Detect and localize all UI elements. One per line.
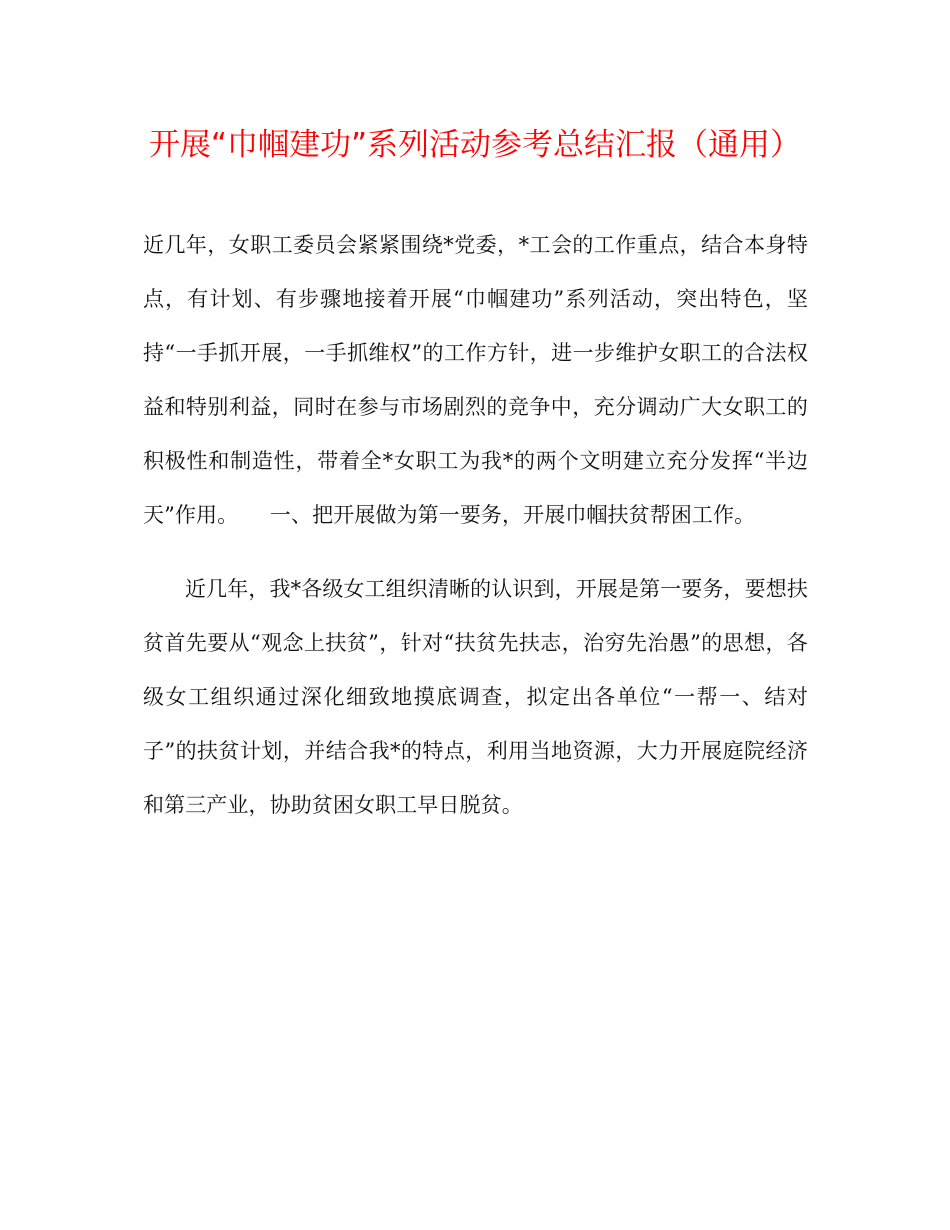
document-title: 开展“巾帼建功”系列活动参考总结汇报（通用） [148, 127, 802, 163]
document-body [143, 218, 808, 832]
body-paragraph-1: 近几年，女职工委员会紧紧围绕*党委，*工会的工作重点，结合本身特点，有计划、有步骤地接着开展“巾帼建功”系列活动，突出特色，坚持“一手抓开展，一手抓维权”的工作方针，进一步维护女职工的合法权益和特别利益，同时在参与市场剧烈的竞争中，充分调动广大女职工的积极性和制造性，带着全*女职工为我*的两个文明建立充分发挥“半边天”作用。 一、把开展做为第一要务，开展巾帼扶贫帮困工作。 [143, 233, 808, 527]
body-paragraph-2: 近几年，我*各级女工组织清晰的认识到，开展是第一要务，要想扶贫首先要从“观念上扶贫”，针对“扶贫先扶志，治穷先治愚”的思想，各级女工组织通过深化细致地摸底调查，拟定出各单位“一帮一、结对子”的扶贫计划，并结合我*的特点，利用当地资源，大力开展庭院经济和第三产业，协助贫困女职工早日脱贫。 [143, 577, 808, 817]
